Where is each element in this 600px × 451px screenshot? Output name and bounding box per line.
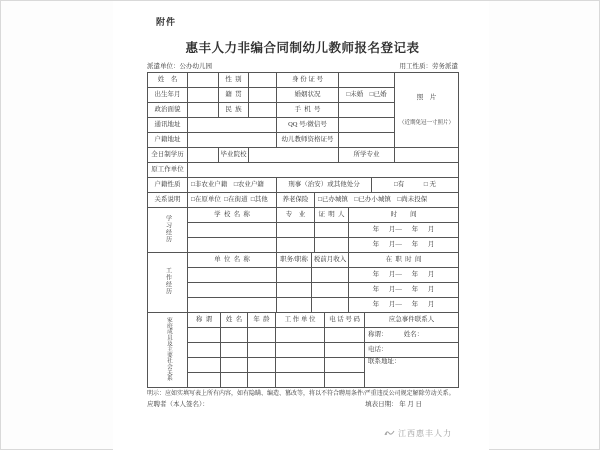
income-field [312, 283, 349, 298]
employer-field [188, 268, 277, 283]
household-type-label: 户籍性质 [148, 178, 188, 193]
table-row [148, 328, 459, 343]
id-number-field [339, 73, 395, 88]
work-history-table [147, 252, 459, 313]
employer-header: 单 位 名 称 [188, 253, 277, 268]
teacher-cert-field [339, 133, 395, 148]
family-name-field [221, 328, 248, 343]
reference-field [315, 223, 349, 238]
family-name-field [221, 343, 248, 358]
penalty-label: 刑事（治安）或其他处分 [277, 178, 372, 193]
photo-label: 照 片 [416, 94, 437, 102]
family-employer-field [276, 343, 325, 358]
household-type-options: □非农业户籍 □农业户籍 [188, 178, 277, 193]
study-time-header: 时 间 [349, 208, 459, 223]
work-time-range: 年 月— 年 月 [349, 268, 459, 283]
family-phone-field [325, 328, 365, 343]
emergency-contact-header: 应急事件联系人 [365, 313, 459, 328]
dispatch-unit-label: 派遣单位：公办幼儿园 [147, 63, 212, 70]
applicant-signature-label: 应聘者（本人签名）： [147, 401, 209, 408]
work-time-range: 年 月— 年 月 [349, 283, 459, 298]
form-title: 惠丰人力非编合同制幼儿教师报名登记表 [185, 41, 420, 55]
reference-header: 证 明 人 [315, 208, 349, 223]
employment-nature-label: 用工性质：劳务派遣 [399, 63, 458, 70]
table-row [148, 178, 459, 193]
family-age-field [248, 343, 276, 358]
fill-date-label: 填表日期： 年 月 日 [365, 401, 422, 408]
ethnicity-field [249, 103, 277, 118]
gender-field [249, 73, 277, 88]
tenure-header: 在 职 时 间 [349, 253, 459, 268]
study-major-field [277, 238, 315, 253]
position-header: 职务/职称 [277, 253, 312, 268]
family-name-header: 姓 名 [221, 313, 248, 328]
mobile-label: 手 机 号 [277, 103, 339, 118]
table-row [148, 208, 459, 223]
study-section-label: 学习经历 [148, 208, 188, 253]
family-phone-field [325, 358, 365, 373]
table-row [148, 268, 459, 283]
political-status-label: 政治面貌 [148, 103, 188, 118]
id-number-label: 身 份 证 号 [277, 73, 339, 88]
table-row [148, 283, 459, 298]
form-page [113, 1, 489, 451]
graduate-school-field [249, 148, 339, 163]
family-name-field [221, 373, 248, 388]
mobile-field [339, 103, 395, 118]
pension-options: □已办城镇 □已办小城镇 □尚未投保 [315, 193, 459, 208]
table-row [148, 163, 459, 178]
major-field [395, 148, 459, 163]
company-logo [384, 428, 452, 439]
family-relation-field [188, 343, 221, 358]
study-major-field [277, 223, 315, 238]
position-field [277, 298, 312, 313]
ethnicity-label: 民 族 [219, 103, 249, 118]
qq-wechat-label: QQ 号/微信号 [277, 118, 339, 133]
family-age-field [248, 373, 276, 388]
pension-label: 养老保险 [277, 193, 315, 208]
emergency-name-line: 称谓： 姓名： [365, 328, 459, 343]
name-field [188, 73, 219, 88]
graduate-school-label: 毕业院校 [219, 148, 249, 163]
school-field [188, 223, 277, 238]
education-field [188, 148, 219, 163]
mailing-address-field [188, 118, 277, 133]
table-row [148, 73, 459, 88]
family-table [147, 312, 459, 388]
family-employer-field [276, 373, 325, 388]
position-field [277, 283, 312, 298]
native-place-label: 籍 贯 [219, 88, 249, 103]
family-employer-field [276, 328, 325, 343]
previous-employer-label: 原工作单位 [148, 163, 188, 178]
relation-note-label: 关系说明 [148, 193, 188, 208]
family-employer-field [276, 358, 325, 373]
family-relation-field [188, 358, 221, 373]
family-relation-field [188, 328, 221, 343]
previous-employer-field [188, 163, 459, 178]
table-row [148, 148, 459, 163]
work-section-label: 工作经历 [148, 253, 188, 313]
income-field [312, 268, 349, 283]
school-name-header: 学 校 名 称 [188, 208, 277, 223]
family-relation-header: 称 谓 [188, 313, 221, 328]
native-place-field [249, 88, 277, 103]
income-header: 税前月收入 [312, 253, 349, 268]
photo-cell [395, 73, 459, 148]
family-age-field [248, 358, 276, 373]
political-status-field [188, 103, 219, 118]
income-field [312, 298, 349, 313]
emergency-phone-line: 电话： [365, 343, 459, 358]
table-row [148, 313, 459, 328]
reference-field [315, 238, 349, 253]
swallow-logo-icon [384, 429, 395, 438]
emergency-address-line: 联系地址： [365, 358, 459, 388]
family-section-label: 家庭成员及主要社会关系 [148, 313, 188, 388]
photo-note: （近期免冠一寸照片） [398, 119, 454, 126]
family-employer-header: 工 作 单 位 [276, 313, 325, 328]
company-logo-text: 江西惠丰人力 [398, 429, 452, 438]
family-name-field [221, 358, 248, 373]
qq-wechat-field [339, 118, 395, 133]
table-row [148, 223, 459, 238]
penalty-options: □有 □ 无 [372, 178, 459, 193]
education-label: 全日制学历 [148, 148, 188, 163]
table-row [148, 193, 459, 208]
personal-info-table [147, 72, 459, 178]
study-history-table [147, 207, 459, 253]
family-relation-field [188, 373, 221, 388]
major-label: 所学专业 [339, 148, 395, 163]
family-phone-field [325, 343, 365, 358]
table-row [148, 343, 459, 358]
status-table [147, 177, 459, 208]
school-field [188, 238, 277, 253]
form-table [147, 72, 458, 388]
work-time-range: 年 月— 年 月 [349, 298, 459, 313]
marital-status-label: 婚姻状况 [277, 88, 339, 103]
marital-options: □未婚 □已婚 [339, 88, 395, 103]
household-address-label: 户籍地址 [148, 133, 188, 148]
study-major-header: 专 业 [277, 208, 315, 223]
table-row [148, 253, 459, 268]
birth-date-label: 出生年月 [148, 88, 188, 103]
table-row [148, 298, 459, 313]
name-label: 姓 名 [148, 73, 188, 88]
signature-row [147, 399, 458, 408]
family-age-field [248, 328, 276, 343]
position-field [277, 268, 312, 283]
relation-options: □在原单位 □在街道 □其他 [188, 193, 277, 208]
household-address-field [188, 133, 277, 148]
study-time-range: 年 月— 年 月 [349, 238, 459, 253]
family-age-header: 年 龄 [248, 313, 276, 328]
birth-date-field [188, 88, 219, 103]
family-phone-field [325, 373, 365, 388]
employer-field [188, 298, 277, 313]
form-subheader [147, 61, 458, 70]
teacher-cert-label: 幼儿教师资格证号 [277, 133, 339, 148]
table-row [148, 238, 459, 253]
attachment-label: 附件 [156, 17, 177, 27]
table-row [148, 358, 459, 373]
mailing-address-label: 通讯地址 [148, 118, 188, 133]
family-phone-header: 电 话 号 码 [325, 313, 365, 328]
gender-label: 性 别 [219, 73, 249, 88]
notice-text: 明示：应如实填写表上所有内容，如有隐瞒、编造、篡改等，将以不符合聘用条件/严重违反公司规定解除劳动关系。 [147, 391, 455, 397]
study-time-range: 年 月— 年 月 [349, 223, 459, 238]
employer-field [188, 283, 277, 298]
